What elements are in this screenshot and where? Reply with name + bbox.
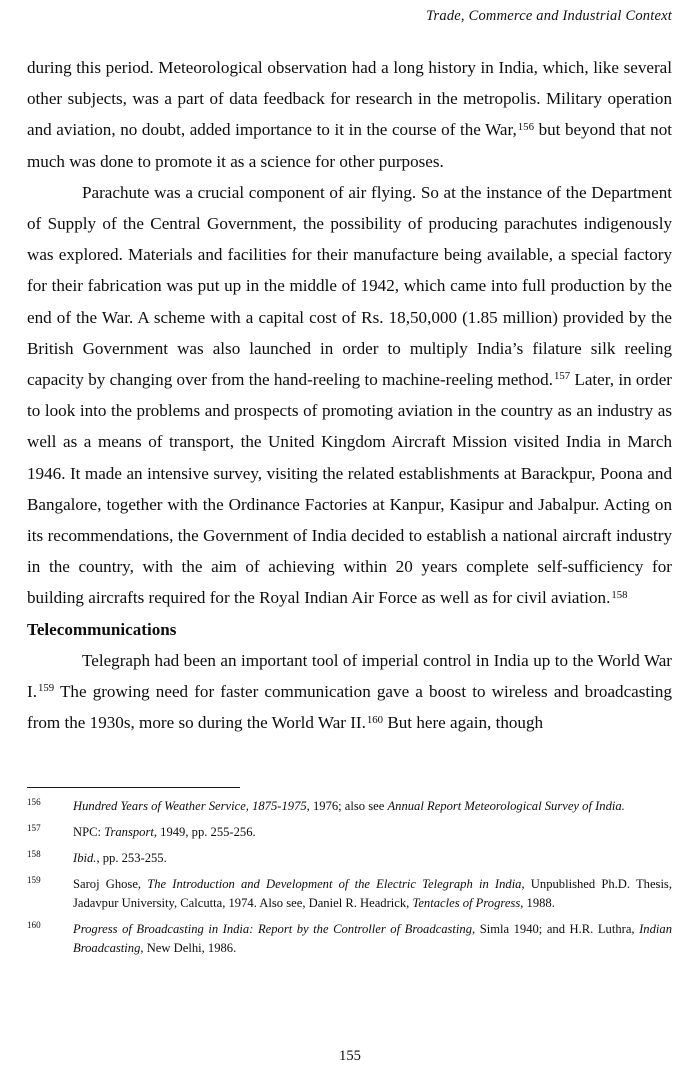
footnote-marker-159: 159 bbox=[37, 682, 55, 695]
footnote-title-italic: Tentacles of Progress bbox=[412, 895, 521, 910]
footnote-text-roman: Saroj Ghose, bbox=[73, 877, 148, 892]
footnote-title-italic: Indian Broadcasting bbox=[73, 921, 672, 955]
footnote-marker-156: 156 bbox=[517, 120, 534, 133]
footnote-text bbox=[73, 825, 256, 839]
body-text-column bbox=[27, 52, 672, 738]
footnote-text-roman: , New Delhi, 1986. bbox=[140, 940, 237, 955]
footnote-entry bbox=[27, 920, 672, 957]
footnote-text-roman: , 1976; also see bbox=[306, 799, 388, 813]
footnote-entry bbox=[27, 849, 672, 868]
paragraph-2-segment-2: Later, in order to look into the problems and prospects of promoting aviation in the country as an industry as well as a means of transport, the United Kingdom Aircraft Mission visited India in March 1946. It made an intensive survey, visiting the related establishments at Barackpur, Poona and Bangalore, together with the Ordinance Factories at Kanpur, Kasipur and Jabalpur. Acting on its recommendations, the Government of India decided to establish a national aircraft industry in the country, with the aim of achieving within 20 years complete self-sufficiency for building aircrafts required for the Royal Indian Air Force as well as for civil aviation. bbox=[27, 370, 672, 608]
footnote-text-roman: , Simla 1940; and H.R. Luthra, bbox=[472, 921, 640, 936]
footnote-number: 157 bbox=[27, 823, 41, 834]
paragraph-parachute bbox=[27, 177, 672, 614]
section-heading-telecommunications: Telecommunications bbox=[27, 619, 177, 639]
paragraph-1-text-after-note: but beyond that not much was done to promote it as a science for other purposes. bbox=[27, 120, 672, 171]
footnote-text-roman: , 1949, pp. 255-256. bbox=[153, 825, 256, 840]
footnote-list bbox=[27, 797, 672, 957]
footnote-text bbox=[73, 851, 167, 865]
page-number: 155 bbox=[339, 1048, 361, 1064]
footnote-text-roman: , pp. 253-255. bbox=[96, 851, 167, 866]
paragraph-1-text-before-note: during this period. Meteorological observation had a long history in India, which, like several other subjects, was a part of data feedback for research in the metropolis. Military operation and aviation, no doubt, added importance to it in the course of the War, bbox=[27, 58, 672, 140]
footnote-entry bbox=[27, 875, 672, 912]
paragraph-2-segment-1: Parachute was a crucial component of air flying. So at the instance of the Department of Supply of the Central Government, the possibility of producing parachutes indigenously was explored. Materials and facilities for their manufacture being available, a special factory for their fabrication was put up in the middle of 1942, which came into full production by the end of the War. A scheme with a capital cost of Rs. 18,50,000 (1.85 million) provided by the British Government was also launched in order to multiply India’s filature silk reeling capacity by changing over from the hand-reeling to machine-reeling method. bbox=[27, 182, 672, 390]
paragraph-continuation bbox=[27, 52, 672, 177]
footnote-text-roman: NPC: bbox=[73, 825, 105, 840]
footnote-text bbox=[73, 799, 625, 813]
footnote-title-italic: Ibid. bbox=[73, 851, 97, 866]
footnote-separator-rule bbox=[27, 787, 240, 788]
footnote-title-italic: Progress of Broadcasting in India: Report by the Controller of Broadcasting bbox=[73, 921, 473, 936]
footnote-number: 158 bbox=[27, 849, 41, 860]
footnote-number: 160 bbox=[27, 919, 41, 930]
paragraph-3-segment-3: But here again, though bbox=[387, 713, 544, 733]
paragraph-3-segment-1: Telegraph had been an important tool of imperial control in India up to the World War I. bbox=[27, 650, 672, 702]
footnote-text bbox=[73, 877, 672, 910]
footnote-entry bbox=[27, 797, 672, 816]
footnotes-section bbox=[27, 787, 672, 965]
footnote-number: 156 bbox=[27, 797, 41, 807]
footnote-marker-157: 157 bbox=[553, 370, 571, 383]
running-head: Trade, Commerce and Industrial Context bbox=[426, 8, 672, 24]
paragraph-telegraph bbox=[27, 645, 672, 739]
footnote-text-roman: , 1988. bbox=[520, 895, 555, 910]
footnote-title-italic: Hundred Years of Weather Service, 1875-1975 bbox=[73, 799, 307, 813]
footnote-number: 159 bbox=[27, 875, 41, 886]
footnote-marker-160: 160 bbox=[366, 713, 384, 726]
footnote-title-italic: The Introduction and Development of the Electric Telegraph in India bbox=[147, 877, 522, 892]
footnote-text-roman: , Unpublished Ph.D. Thesis, Jadavpur University, Calcutta, 1974. Also see, Daniel R. Headrick, bbox=[73, 877, 672, 910]
footnote-title-italic: Annual Report Meteorological Survey of India. bbox=[387, 799, 625, 813]
footnote-entry bbox=[27, 823, 672, 842]
paragraph-3-segment-2: The growing need for faster communication gave a boost to wireless and broadcasting from the 1930s, more so during the World War II. bbox=[27, 682, 672, 733]
footnote-marker-158: 158 bbox=[611, 588, 628, 601]
footnote-title-italic: Transport bbox=[104, 825, 154, 840]
footnote-text bbox=[73, 922, 672, 955]
